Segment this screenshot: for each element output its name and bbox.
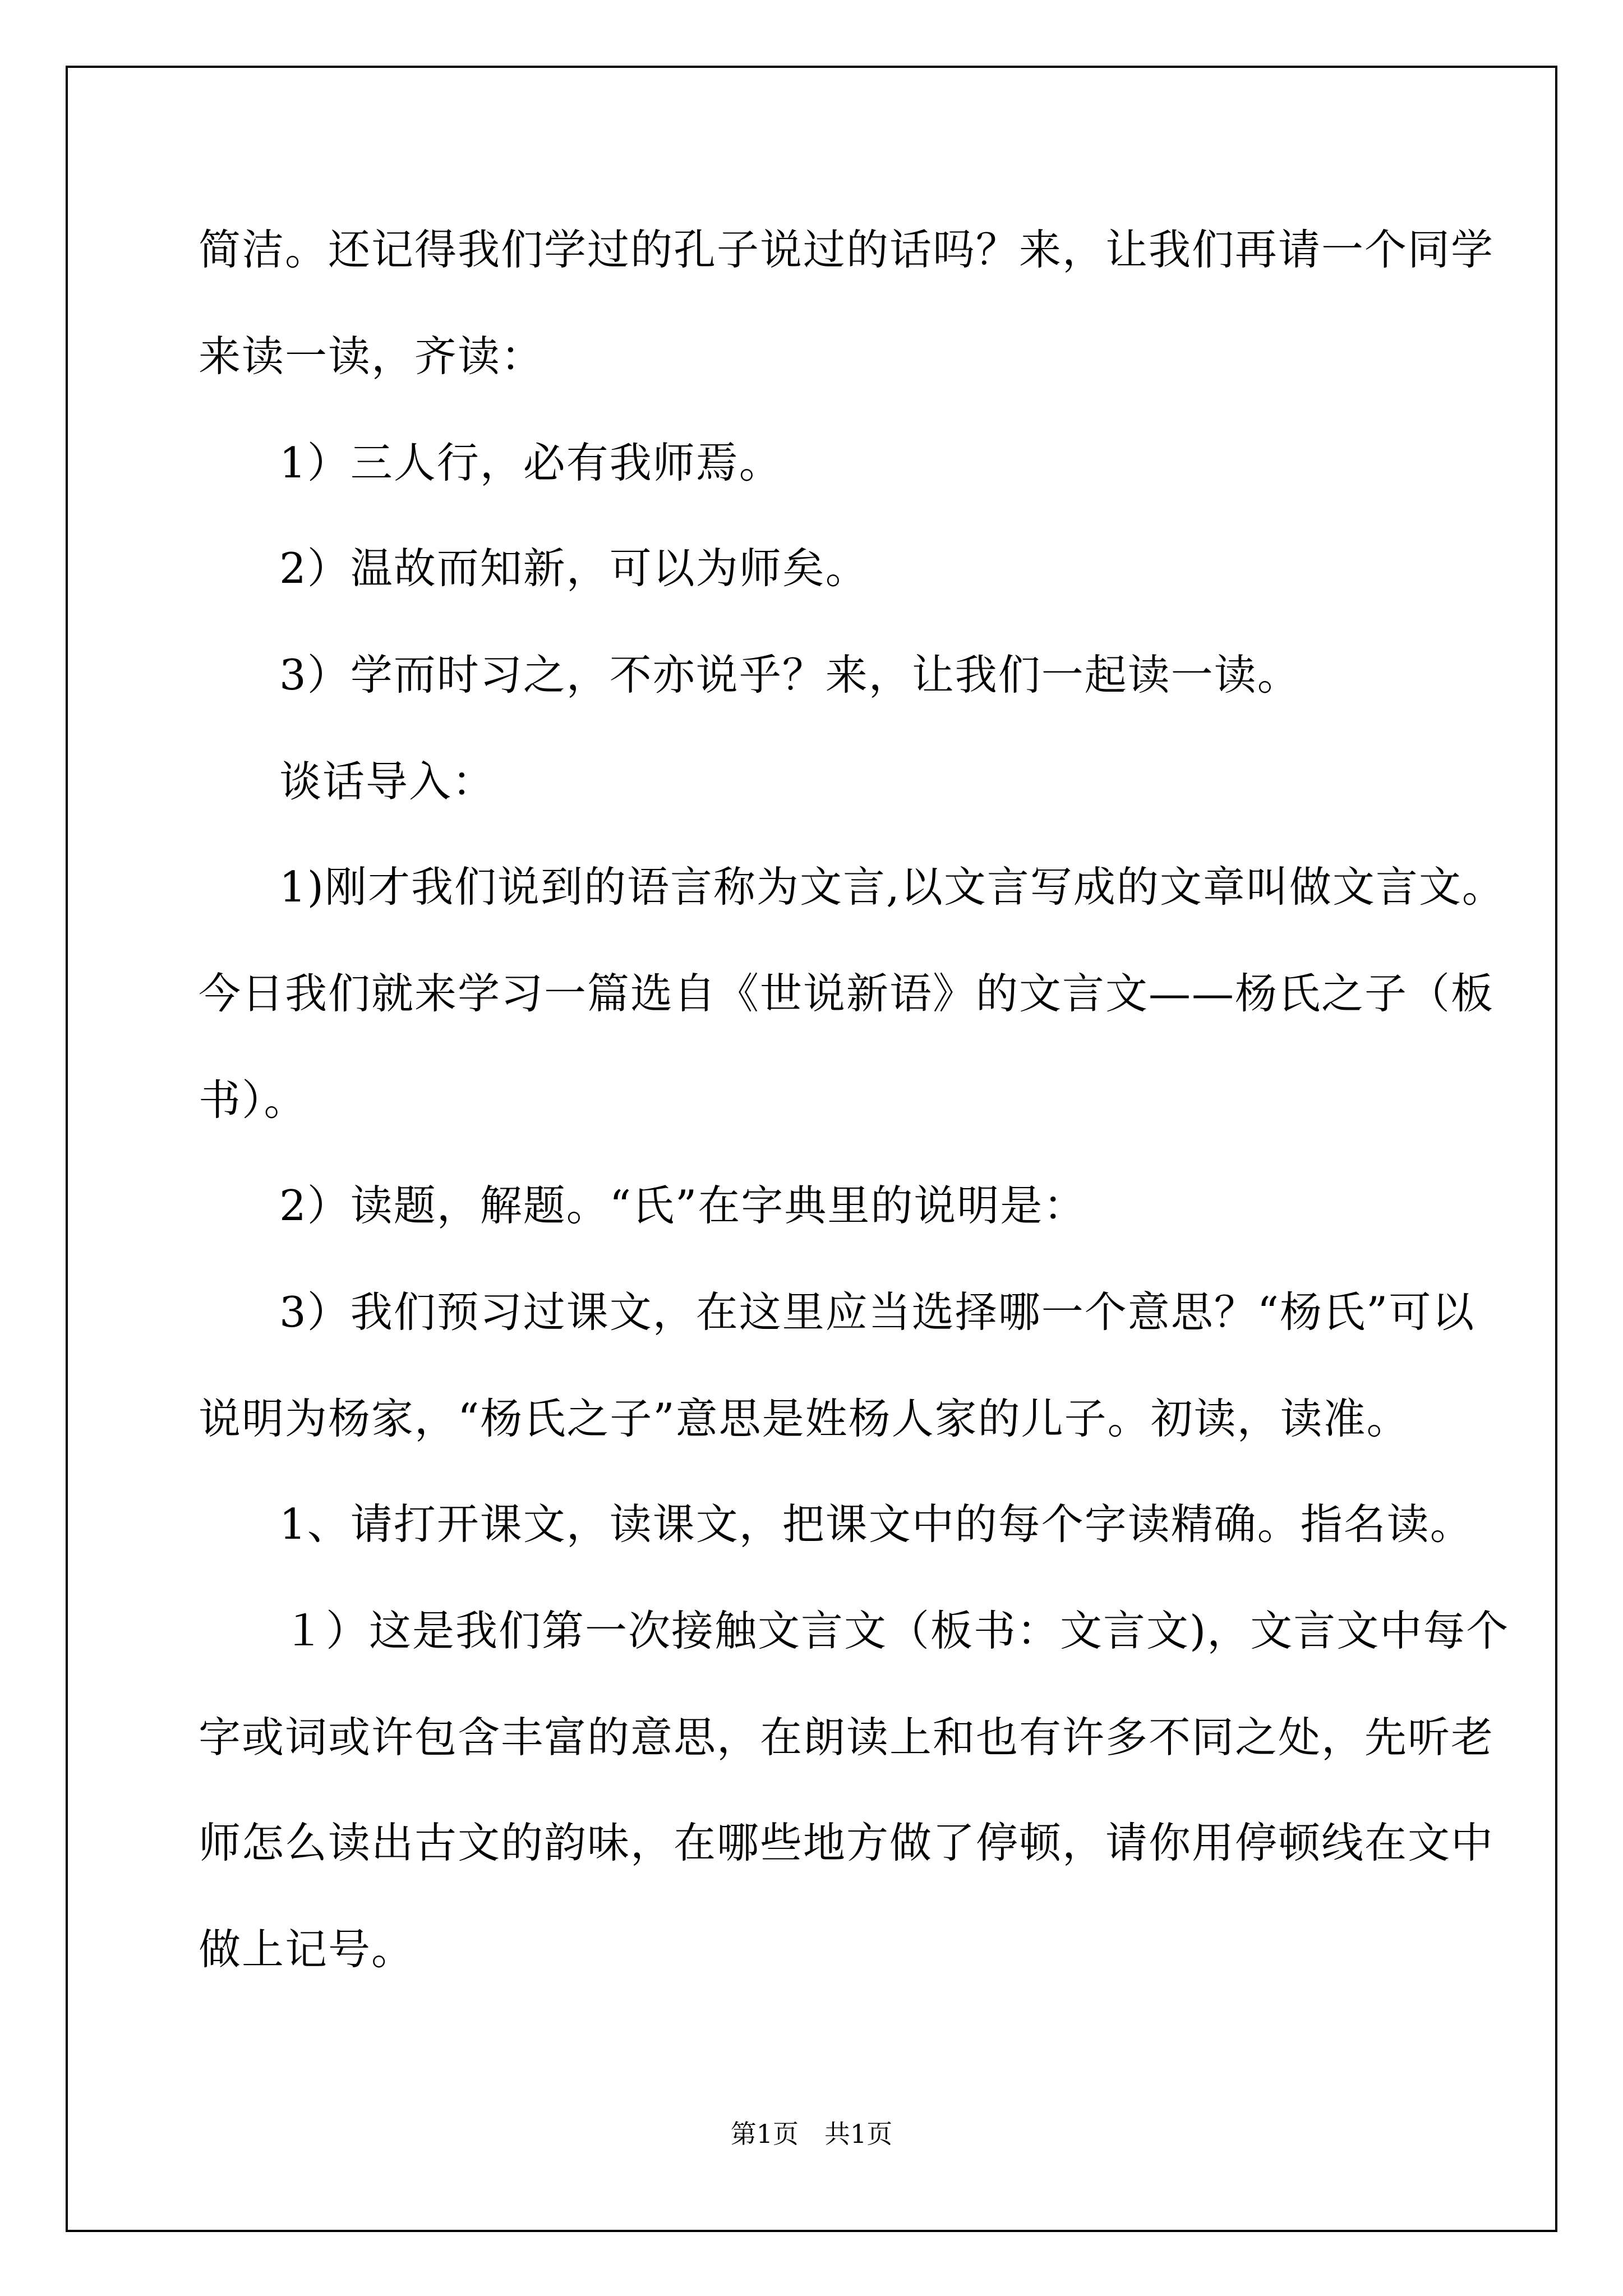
text-line: 1)刚才我们说到的语言称为文言,以文言写成的文章叫做文言文。 xyxy=(279,862,1505,912)
list-item: 2）读题，解题。“氏”在字典里的说明是： xyxy=(279,1181,1087,1230)
list-item: 3）我们预习过课文，在这里应当选择哪一个意思？“杨氏”可以 xyxy=(279,1287,1476,1337)
list-item: １）这是我们第一次接触文言文（板书：文言文)，文言文中每个 xyxy=(283,1606,1510,1655)
text-line: 简洁。还记得我们学过的孔子说过的话吗？来，让我们再请一个同学 xyxy=(199,225,1495,274)
text-line: 说明为杨家，“杨氏之子”意思是姓杨人家的儿子。初读，读准。 xyxy=(199,1394,1410,1443)
list-item: 1、请打开课文，读课文，把课文中的每个字读精确。指名读。 xyxy=(279,1499,1473,1549)
text-line: 今日我们就来学习一篇选自《世说新语》的文言文——杨氏之子（板 xyxy=(199,969,1495,1018)
list-item: 2）温故而知新，可以为师矣。 xyxy=(279,544,869,593)
text-line: 师怎么读出古文的韵味，在哪些地方做了停顿，请你用停顿线在文中 xyxy=(199,1818,1495,1867)
list-item: 1）三人行，必有我师焉。 xyxy=(279,438,782,487)
section-heading: 谈话导入： xyxy=(279,757,496,806)
page-footer: 第1页 共1页 xyxy=(730,2119,893,2149)
list-item: 3）学而时习之，不亦说乎？来，让我们一起读一读。 xyxy=(279,650,1301,700)
text-line: 来读一读，齐读： xyxy=(199,332,545,381)
page-border xyxy=(66,66,1557,2232)
text-line: 做上记号。 xyxy=(199,1925,415,1974)
text-line: 字或词或许包含丰富的意思，在朗读上和也有许多不同之处，先听老 xyxy=(199,1713,1495,1762)
text-line: 书）。 xyxy=(199,1075,307,1125)
